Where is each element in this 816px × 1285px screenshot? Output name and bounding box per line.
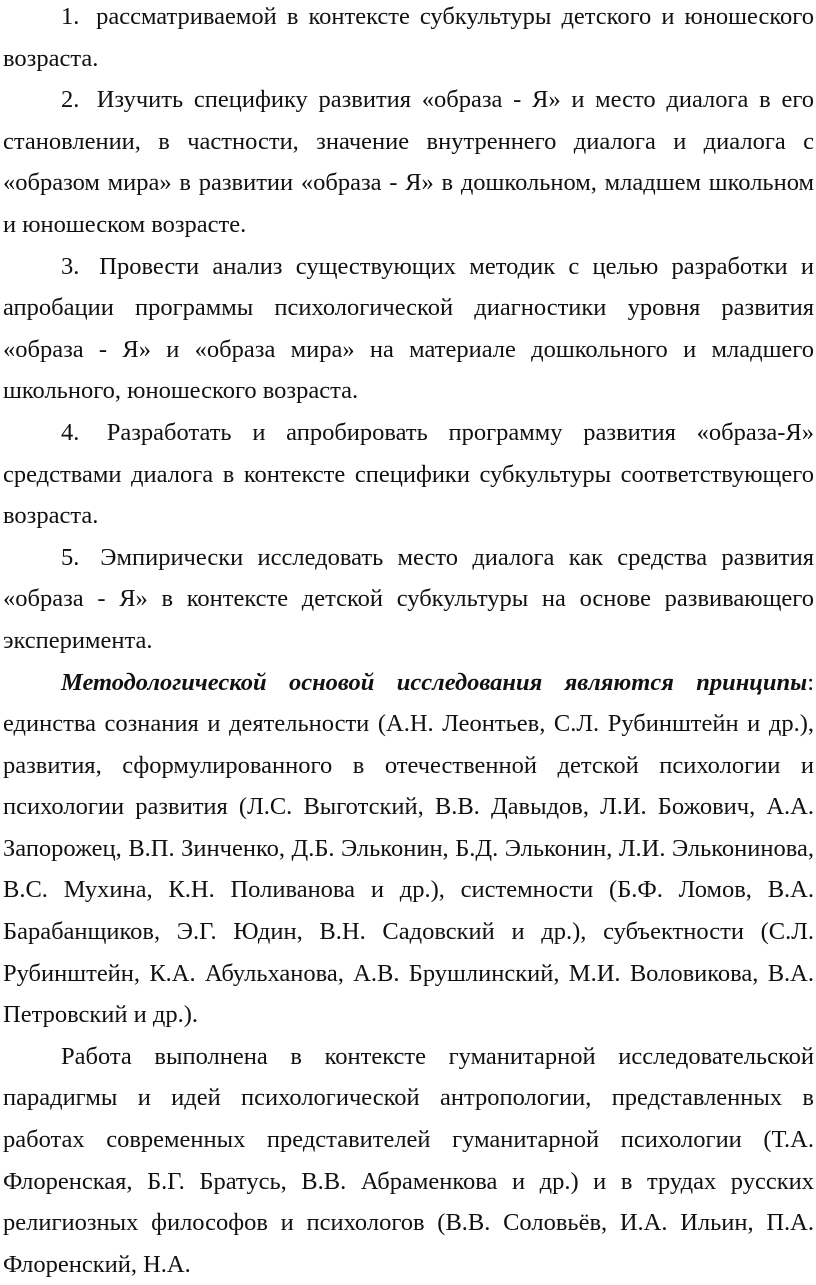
list-item-5 xyxy=(3,537,814,662)
list-item-number: 3. xyxy=(61,252,80,280)
list-item-text: Разработать и апробировать программу развития «образа-Я» средствами диалога в контексте специфики субкультуры соответствующего возраста. xyxy=(3,418,815,530)
list-item-text: рассматриваемой в контексте субкультуры детского и юношеского возраста. xyxy=(3,3,814,72)
list-item-text: Изучить специфику развития «образа - Я» и место диалога в его становлении, в частности, значение внутреннего диалога и диалога с «образом мира» в развитии «образа - Я» в дошкольном, младшем школьном и юношеском возрасте. xyxy=(3,86,815,238)
list-item-number: 2. xyxy=(61,86,80,114)
list-item-number: 5. xyxy=(61,543,80,571)
methodology-text: единства сознания и деятельности (А.Н. Леонтьев, С.Л. Рубинштейн и др.), развития, сформулированного в отечественной детской психологии и психологии развития (Л.С. Выготский, В.В. Давыдов, Л.И. Божович, А.А. Запорожец, В.П. Зинченко, Д.Б. Эльконин, Б.Д. Эльконин, Л.И. Эльконинова, В.С. Мухина, К.Н. Поливанова и др.), системности (Б.Ф. Ломов, В.А. Барабанщиков, Э.Г. Юдин, В.Н. Садовский и др.), субъектности (С.Л. Рубинштейн, К.А. Абульханова, А.В. Брушлинский, М.И. Воловикова, В.А. Петровский и др.). xyxy=(3,710,814,1029)
methodology-heading: Методологической основой исследования являются принципы xyxy=(61,668,808,696)
context-paragraph xyxy=(3,1036,814,1285)
list-item-3 xyxy=(3,246,814,412)
list-item-text: Эмпирически исследовать место диалога как средства развития «образа - Я» в контексте детской субкультуры на основе развивающего эксперимента. xyxy=(3,543,814,654)
list-item-number: 4. xyxy=(61,418,80,446)
methodology-paragraph xyxy=(3,662,814,1036)
methodology-colon: : xyxy=(807,668,814,696)
context-text: Работа выполнена в контексте гуманитарной исследовательской парадигмы и идей психологической антропологии, представленных в работах современных представителей гуманитарной психологии (Т.А. Флоренская, Б.Г. Братусь, В.В. Абраменкова и др.) и в трудах русских религиозных философов и психологов (В.В. Соловьёв, И.А. Ильин, П.А. Флоренский, Н.А. xyxy=(3,1042,814,1278)
list-item-4 xyxy=(3,412,814,537)
list-item-1 xyxy=(3,0,814,79)
list-item-2 xyxy=(3,79,814,245)
list-item-number: 1. xyxy=(61,3,80,30)
list-item-text: Провести анализ существующих методик с целью разработки и апробации программы психологической диагностики уровня развития «образа - Я» и «образа мира» на материале дошкольного и младшего школьного, юношеского возраста. xyxy=(3,252,814,405)
